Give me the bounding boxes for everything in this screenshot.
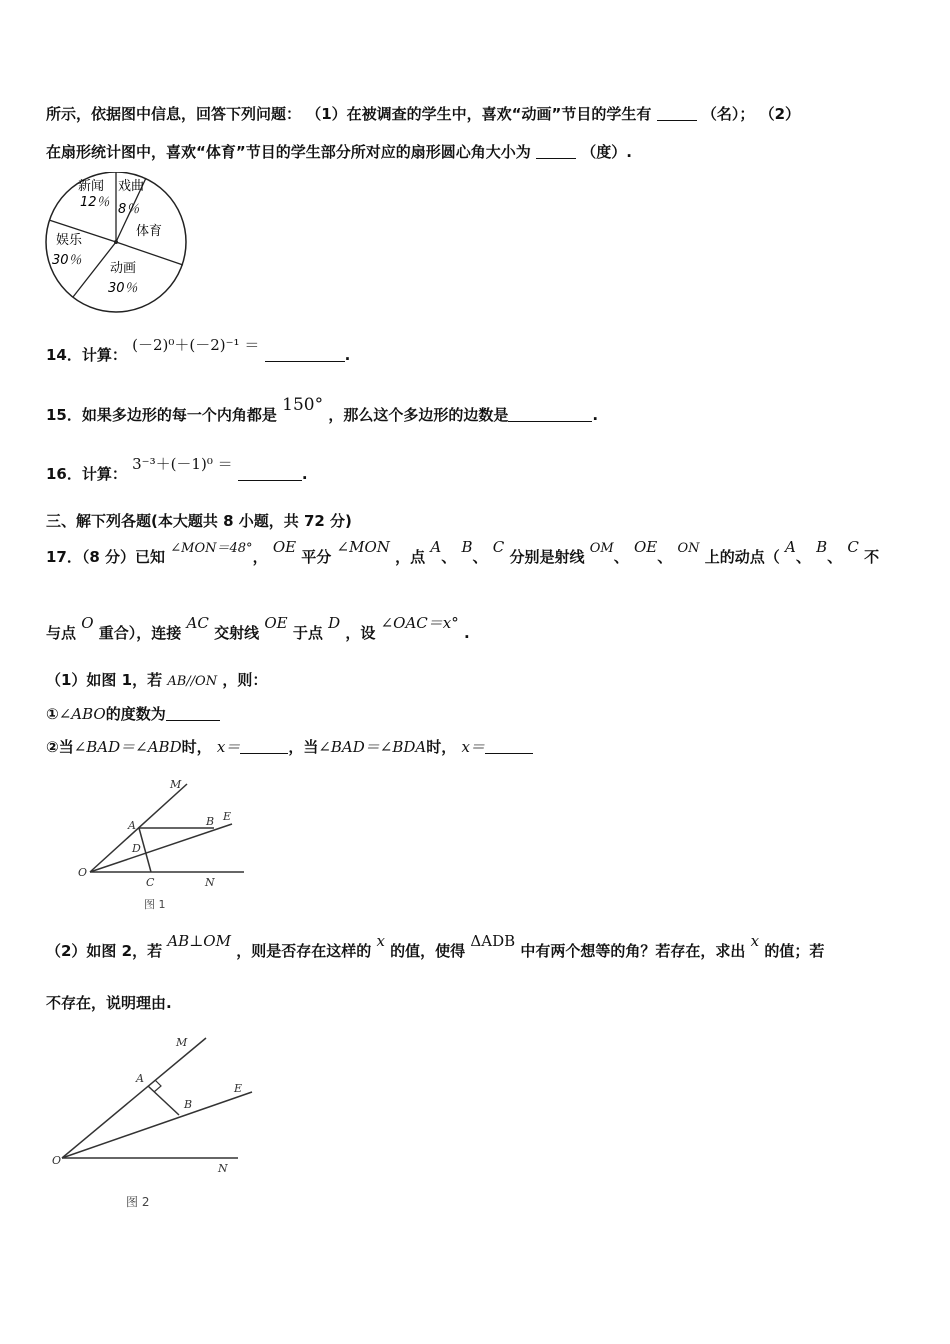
q13-line2: 在扇形统计图中，喜欢“体育”节目的学生部分所对应的扇形圆心角大小为 （度）. [46, 143, 632, 161]
pie-percent-opera: 8％ [118, 202, 140, 217]
q14-expression: (－2)⁰＋(－2)⁻¹ ＝ [132, 336, 260, 354]
fig1-label-e: E [223, 810, 232, 823]
q15-angle: 150° [282, 395, 324, 415]
q17-line2: 与点 O 重合），连接 AC 交射线 OE 于点 D ，设 ∠OAC＝x° . [46, 614, 470, 642]
pie-label-opera: 戏曲 [118, 179, 145, 194]
fig1-label-d: D [132, 842, 141, 855]
fig2-label-e: E [234, 1082, 243, 1095]
pie-percent-animation: 30％ [108, 281, 138, 296]
q17-part1-q2: ②当∠BAD＝∠ABD时， x＝ ，当∠BAD＝∠BDA时， x＝ [46, 736, 533, 757]
q15-answer-blank[interactable] [508, 407, 592, 422]
fig1-label-b: B [206, 815, 215, 828]
q16-answer-blank[interactable] [238, 466, 302, 481]
section-3-heading: 三、解下列各题(本大题共 8 小题，共 72 分) [46, 512, 352, 530]
fig2-label-m: M [176, 1036, 188, 1049]
fig1-label-m: M [170, 778, 182, 791]
fig2-label-o: O [52, 1154, 62, 1167]
fig1-caption: 图 1 [144, 898, 166, 911]
pie-label-entertainment: 娱乐 [56, 233, 83, 248]
pie-label-news: 新闻 [78, 179, 105, 194]
fig2-caption: 图 2 [126, 1195, 150, 1209]
q17-part1-q2-blank-2[interactable] [485, 739, 533, 754]
pie-label-sports: 体育 [136, 224, 163, 239]
q17-part1-intro: （1）如图 1，若 AB//ON ，则： [46, 671, 268, 689]
q16: 16．计算： 3⁻³＋(－1)⁰ ＝ . [46, 455, 308, 483]
q17-part2-line1: （2）如图 2，若 AB⊥OM ，则是否存在这样的 x 的值，使得 ΔADB 中有两个想等的角？若存在，求出 x 的值；若 [46, 932, 825, 960]
pie-percent-entertainment: 30％ [52, 253, 82, 268]
right-angle-mark [154, 1080, 161, 1092]
fig1-label-o: O [78, 866, 88, 879]
fig2-label-b: B [184, 1098, 193, 1111]
q17-line1: 17．（8 分）已知 ∠MON＝48°， OE 平分 ∠MON ，点 A、 B、 C 分别是射线 OM、 OE、 ON 上的动点（ A、 B、 C 不 [46, 538, 880, 566]
figure-1 [72, 774, 262, 914]
q15: 15．如果多边形的每一个内角都是 150° ，那么这个多边形的边数是 . [46, 395, 599, 424]
fig2-label-n: N [218, 1162, 228, 1175]
fig2-label-a: A [136, 1072, 144, 1085]
q17-part1-q1-blank[interactable] [166, 706, 220, 721]
pie-chart-figure [42, 172, 192, 317]
q13-answer-blank-1[interactable] [657, 106, 697, 121]
pie-label-animation: 动画 [110, 261, 137, 276]
fig1-label-a: A [128, 819, 136, 832]
q13-answer-blank-2[interactable] [536, 144, 576, 159]
q17-part1-q1: ①∠ABO的度数为 [46, 703, 220, 724]
q14-answer-blank[interactable] [265, 347, 345, 362]
q16-expression: 3⁻³＋(－1)⁰ ＝ [132, 455, 233, 473]
figure-2 [48, 1030, 288, 1220]
fig1-label-n: N [205, 876, 215, 889]
fig1-label-c: C [146, 876, 155, 889]
pie-percent-news: 12％ [80, 195, 110, 210]
ray-oe [90, 824, 232, 872]
q17-part2-line2: 不存在，说明理由. [46, 994, 172, 1012]
q17-part1-q2-blank-1[interactable] [240, 739, 288, 754]
pie-center [114, 240, 118, 244]
q13-line1: 所示，依据图中信息，回答下列问题： （1）在被调查的学生中，喜欢“动画”节目的学生有 （名）； （2） [46, 105, 801, 123]
segment-ab-2 [148, 1086, 179, 1115]
q14: 14．计算： (－2)⁰＋(－2)⁻¹ ＝ . [46, 336, 351, 364]
ray-oe-2 [62, 1092, 252, 1158]
